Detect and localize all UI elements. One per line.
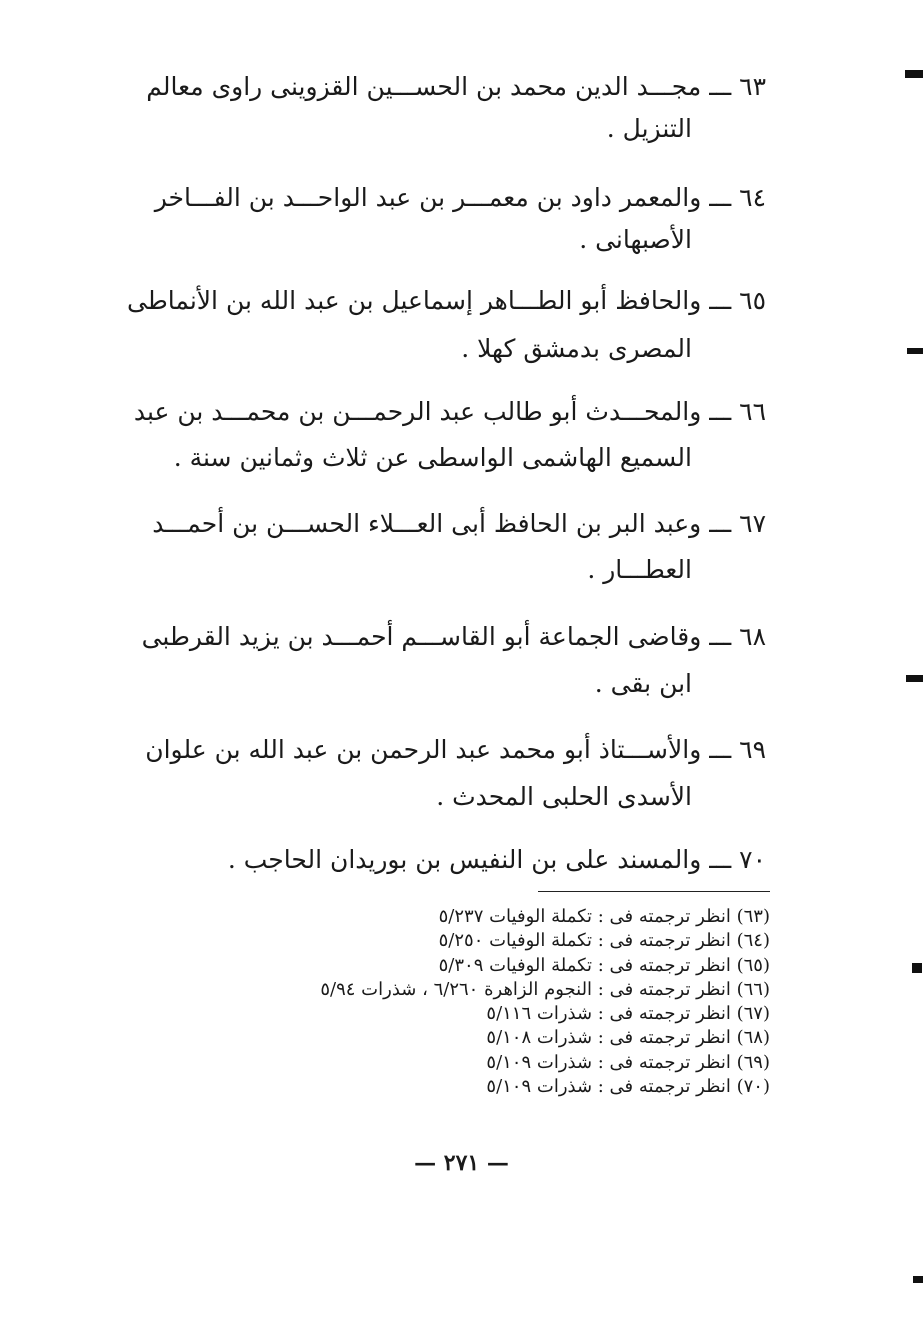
scan-edge-mark [905, 70, 923, 78]
entry-continuation: الأسدى الحلبى المحدث . [436, 782, 692, 811]
entry-63 [146, 70, 766, 146]
entry-68 [141, 620, 766, 701]
entry-line: ٦٣ ـــ مجـــد الدين محمد بن الحســـين القزوينى راوى معالم [146, 72, 766, 101]
entry-continuation: السميع الهاشمى الواسطى عن ثلاث وثمانين سنة . [173, 443, 692, 472]
footnote-separator [538, 891, 770, 892]
entry-65 [127, 284, 766, 366]
entry-continuation: العطـــار . [587, 555, 692, 584]
entry-line: ٦٦ ـــ والمحـــدث أبو طالب عبد الرحمـــن بن محمـــد بن عبد [133, 397, 766, 426]
entry-line: ٦٥ ـــ والحافظ أبو الطـــاهر إسماعيل بن عبد الله بن الأنماطى [127, 286, 766, 315]
entry-continuation: الأصبهانى . [579, 225, 692, 254]
scan-edge-mark [907, 348, 923, 354]
entry-line: ٧٠ ـــ والمسند على بن النفيس بن بوريدان الحاجب . [227, 845, 766, 874]
entry-continuation: التنزيل . [606, 114, 692, 143]
entry-line: ٦٩ ـــ والأســـتاذ أبو محمد عبد الرحمن بن عبد الله بن علوان [145, 735, 766, 764]
entry-66 [133, 395, 766, 475]
scan-edge-mark [912, 963, 922, 973]
page-number: — ٢٧١ — [414, 1150, 509, 1176]
scan-edge-mark [906, 675, 923, 682]
entry-67 [152, 507, 766, 587]
footnote-item: (٦٧) انظر ترجمته فى : شذرات ٥/١١٦ [486, 1003, 770, 1025]
entry-line: ٦٤ ـــ والمعمر داود بن معمـــر بن عبد الواحـــد بن الفـــاخر [154, 183, 766, 212]
entry-70 [189, 843, 766, 877]
footnote-item: (٦٦) انظر ترجمته فى : النجوم الزاهرة ٦/٢٦٠ ، شذرات ٥/٩٤ [320, 978, 770, 1000]
scan-edge-mark [913, 1276, 923, 1283]
footnote-item: (٦٥) انظر ترجمته فى : تكملة الوفيات ٥/٣٠٩ [438, 954, 770, 976]
entry-line: ٦٧ ـــ وعبد البر بن الحافظ أبى العـــلاء الحســـن بن أحمـــد [152, 509, 766, 538]
entry-69 [145, 733, 766, 814]
footnote-item: (٦٣) انظر ترجمته فى : تكملة الوفيات ٥/٢٣٧ [438, 906, 770, 927]
footnotes [210, 905, 770, 1099]
entry-continuation: ابن بقى . [594, 669, 692, 698]
entry-64 [154, 181, 766, 257]
entry-line: ٦٨ ـــ وقاضى الجماعة أبو القاســـم أحمـــد بن يزيد القرطبى [141, 622, 766, 651]
footnote-item: (٦٤) انظر ترجمته فى : تكملة الوفيات ٥/٢٥٠ [438, 930, 770, 952]
footnote-item: (٦٩) انظر ترجمته فى : شذرات ٥/١٠٩ [486, 1051, 770, 1073]
entry-continuation: المصرى بدمشق كهلا . [461, 334, 692, 363]
footnote-item: (٧٠) انظر ترجمته فى : شذرات ٥/١٠٩ [486, 1076, 770, 1098]
footnote-item: (٦٨) انظر ترجمته فى : شذرات ٥/١٠٨ [486, 1027, 770, 1049]
